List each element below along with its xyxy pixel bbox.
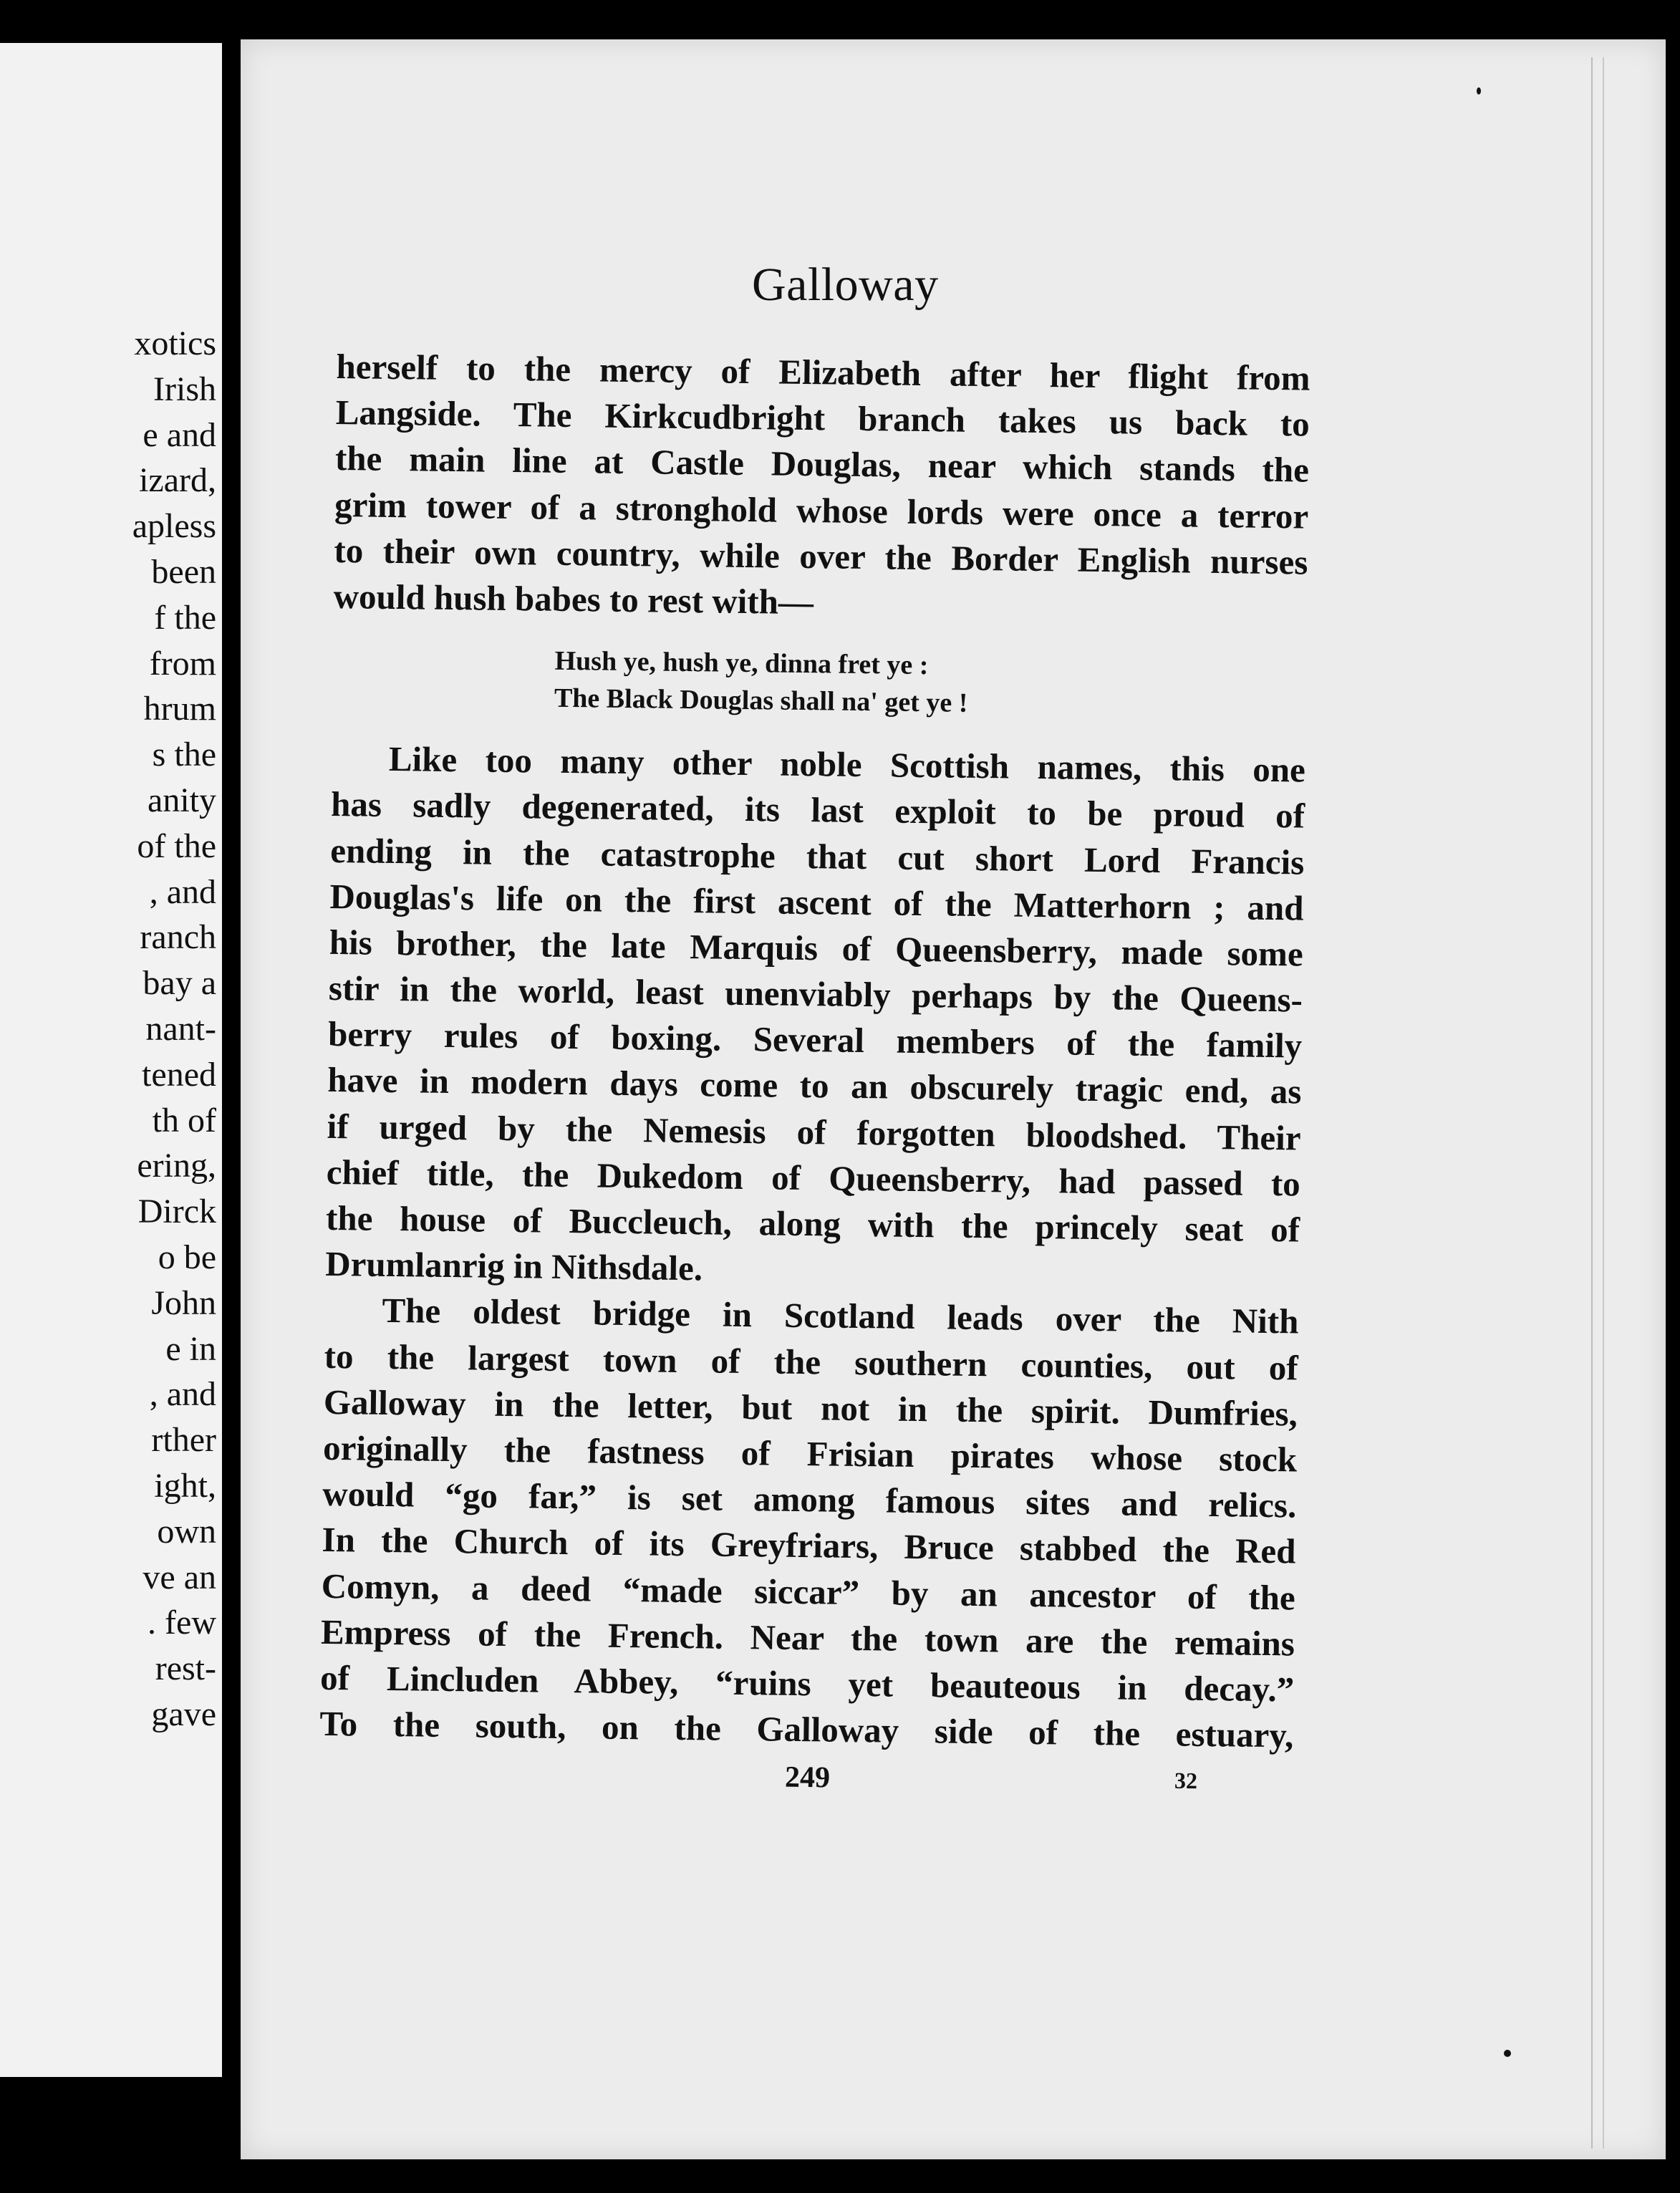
scan-speck: [1504, 2050, 1511, 2057]
scan-speck: [1477, 87, 1481, 95]
facing-page-line: ight,: [154, 1466, 216, 1505]
facing-page-line: hrum: [143, 690, 216, 728]
facing-page-line: been: [151, 552, 216, 591]
text-line: berry rules of boxing. Several members of the family: [327, 1014, 1303, 1066]
facing-page-line: tened: [142, 1055, 216, 1094]
running-header: Galloway: [752, 259, 939, 311]
facing-page-line: s the: [152, 736, 216, 774]
facing-page-line: gave: [151, 1695, 216, 1733]
paragraph-2: [325, 736, 1305, 1299]
text-line: Empress of the French. Near the town are the remains: [320, 1611, 1295, 1664]
text-line: Galloway in the letter, but not in the spirit. Dumfries,: [323, 1382, 1298, 1434]
facing-page: [0, 43, 222, 2077]
facing-page-line: own: [157, 1512, 216, 1551]
text-line: Like too many other noble Scottish names, this one: [388, 739, 1306, 790]
text-line: The oldest bridge in Scotland leads over the Nith: [382, 1291, 1299, 1341]
facing-page-line: Irish: [153, 370, 216, 408]
page-edge: [1591, 57, 1604, 2149]
page-body: [319, 344, 1310, 1759]
facing-page-line: John: [151, 1283, 216, 1322]
verse-line: Hush ye, hush ye, dinna fret ye :: [554, 645, 929, 681]
text-line: grim tower of a stronghold whose lords were once a terror: [334, 484, 1309, 536]
facing-page-line: o be: [158, 1238, 216, 1276]
text-line: chief title, the Dukedom of Queensberry, had passed to: [326, 1152, 1301, 1204]
text-line: would hush babes to rest with—: [333, 576, 814, 622]
facing-page-line: , and: [149, 1375, 216, 1414]
text-line: his brother, the late Marquis of Queensberry, made some: [329, 922, 1304, 974]
facing-page-line: th of: [152, 1101, 216, 1139]
facing-page-line: e and: [143, 415, 216, 454]
facing-page-line: f the: [154, 598, 216, 637]
gutter-shadow: [228, 29, 235, 2170]
text-line: the house of Buccleuch, along with the princely seat of: [325, 1197, 1300, 1250]
facing-page-line: ranch: [140, 918, 216, 957]
facing-page-line: bay a: [143, 964, 216, 1003]
paragraph-3: [319, 1287, 1299, 1758]
paragraph-1: [333, 344, 1310, 632]
text-line: To the south, on the Galloway side of the estuary,: [319, 1703, 1294, 1755]
text-line: has sadly degenerated, its last exploit to be proud of: [330, 784, 1305, 836]
facing-page-text: [7, 321, 222, 1737]
signature-mark: 32: [1174, 1767, 1198, 1794]
facing-page-line: anity: [148, 781, 216, 819]
text-line: to the largest town of the southern counties, out of: [324, 1336, 1298, 1388]
text-line: In the Church of its Greyfriars, Bruce stabbed the Red: [322, 1520, 1296, 1571]
text-line: herself to the mercy of Elizabeth after her flight from: [336, 346, 1310, 398]
text-line: Comyn, a deed “made siccar” by an ancestor of the: [321, 1566, 1296, 1617]
text-line: stir in the world, least unenviably perhaps by the Queens-: [328, 968, 1303, 1020]
verse-line: The Black Douglas shall na' get ye !: [554, 683, 968, 718]
text-line: the main line at Castle Douglas, near which stands the: [334, 438, 1310, 490]
facing-page-line: of the: [137, 826, 216, 865]
facing-page-line: from: [149, 644, 216, 683]
facing-page-line: . few: [148, 1604, 216, 1642]
facing-page-line: izard,: [139, 461, 216, 500]
facing-page-line: nant-: [145, 1009, 216, 1048]
text-line: have in modern days come to an obscurely tragic end, as: [327, 1060, 1302, 1112]
facing-page-line: ering,: [137, 1147, 216, 1185]
text-line: Langside. The Kirkcudbright branch takes us back to: [335, 392, 1310, 444]
page-number: 249: [784, 1760, 831, 1795]
text-line: Douglas's life on the first ascent of the Matterhorn ; and: [329, 876, 1304, 928]
facing-page-line: xotics: [134, 324, 216, 362]
text-line: ending in the catastrophe that cut short Lord Francis: [330, 830, 1305, 882]
text-line: would “go far,” is set among famous sites and relics.: [322, 1474, 1297, 1526]
facing-page-line: apless: [132, 507, 216, 546]
text-line: Drumlanrig in Nithsdale.: [324, 1244, 703, 1288]
facing-page-line: , and: [149, 872, 216, 911]
text-line: if urged by the Nemesis of forgotten bloodshed. Their: [327, 1106, 1301, 1158]
facing-page-line: rest-: [155, 1649, 216, 1688]
facing-page-line: rther: [151, 1421, 216, 1460]
verse-quote: [554, 642, 1307, 726]
facing-page-line: ve an: [143, 1558, 216, 1596]
facing-page-line: Dirck: [137, 1192, 216, 1231]
text-line: to their own country, while over the Border English nurses: [334, 530, 1308, 582]
text-line: originally the fastness of Frisian pirates whose stock: [322, 1427, 1298, 1480]
text-line: of Lincluden Abbey, “ruins yet beauteous in decay.”: [319, 1657, 1295, 1710]
facing-page-line: e in: [165, 1329, 216, 1368]
